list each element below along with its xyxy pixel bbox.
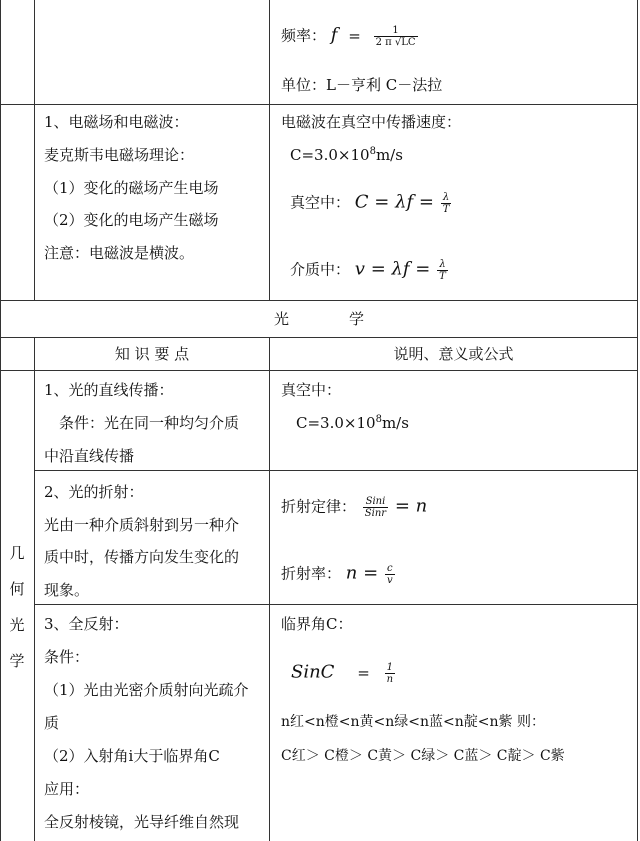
refractive-index (281, 563, 397, 586)
row-divider-3 (0, 337, 638, 338)
section-title: 光 学 (273, 310, 364, 328)
refraction-law (281, 496, 427, 519)
vacuum-expression: C = λf = (354, 191, 434, 213)
side-column-divider-lower (34, 337, 35, 841)
fraction-denominator: n (386, 674, 394, 685)
critical-angle-order: C红＞ C橙＞ C黄＞ C绿＞ C蓝＞ C靛＞ C紫 (281, 748, 565, 764)
tir-left-2: 条件： (44, 648, 90, 666)
refractive-index-label: 折射率： (281, 564, 342, 583)
middle-column-divider-lower (269, 337, 270, 841)
refractive-index-fraction (385, 563, 395, 586)
tir-left-7: 全反射棱镜，光导纤维自然现 (44, 813, 240, 831)
frequency-label: 频率： (281, 26, 327, 45)
side-column-divider (34, 0, 35, 300)
fraction-numerator: c (385, 563, 395, 575)
fraction-denominator: Sinr (364, 508, 387, 519)
fraction-numerator: λ (441, 192, 452, 204)
tir-left-3: （1）光由光密介质射向光疏介 (44, 681, 249, 699)
em-left-line-1: 1、电磁场和电磁波： (44, 113, 189, 131)
tir-left-1: 3、全反射： (44, 615, 129, 633)
fraction-numerator: 1 (385, 662, 395, 674)
speed-exponent: 8 (369, 146, 376, 157)
speed-exponent: 8 (375, 414, 382, 425)
row-divider-4 (0, 370, 638, 371)
line-vacuum-label: 真空中： (281, 381, 342, 399)
table-border-right (637, 0, 638, 841)
tir-left-4: 质 (44, 714, 60, 732)
equals-sign: = (348, 26, 361, 45)
side-label-char-3: 光 (9, 616, 25, 634)
unit-line: 单位：L－亨利 C－法拉 (281, 76, 443, 94)
fraction-numerator: 1 (374, 25, 418, 37)
table-border-left (0, 0, 1, 841)
side-label-char-1: 几 (9, 544, 25, 562)
em-left-line-2: 麦克斯韦电磁场理论： (44, 146, 195, 164)
frequency-formula (281, 25, 420, 48)
row-divider-2 (0, 300, 638, 301)
row-divider-1 (0, 104, 638, 105)
header-explanation: 说明、意义或公式 (393, 345, 514, 363)
speed-base: C=3.0×10 (296, 414, 376, 432)
row-divider-5 (34, 470, 638, 471)
refr-left-2: 光由一种介质斜射到另一种介 (44, 516, 240, 534)
critical-angle-label: 临界角C： (281, 615, 353, 633)
row-divider-6 (34, 604, 638, 605)
em-speed-value (290, 145, 403, 165)
vacuum-fraction (441, 192, 452, 215)
vacuum-label: 真空中： (290, 193, 351, 212)
fraction-denominator: T (439, 271, 446, 282)
line-left-2: 条件：光在同一种均匀介质 (44, 414, 240, 432)
speed-unit: m/s (381, 414, 409, 432)
em-left-line-5: 注意：电磁波是横波。 (44, 244, 195, 262)
fraction-numerator: Sini (363, 496, 388, 508)
fraction-numerator: λ (437, 259, 448, 271)
fraction-denominator: 2 π √LC (375, 37, 416, 48)
side-label-char-4: 学 (9, 652, 25, 670)
speed-unit: m/s (375, 146, 403, 164)
tir-left-5: （2）入射角i大于临界角C (44, 747, 220, 765)
tir-left-6: 应用： (44, 780, 90, 798)
header-knowledge-points: 知 识 要 点 (114, 345, 190, 363)
refraction-fraction (363, 496, 388, 519)
critical-angle-fraction (385, 662, 395, 685)
refr-left-4: 现象。 (44, 581, 90, 599)
refractive-index-lhs: n = (345, 562, 379, 584)
fraction-denominator: v (386, 575, 393, 586)
middle-column-divider (269, 0, 270, 300)
vacuum-formula (290, 192, 453, 215)
frequency-symbol: f (330, 24, 338, 46)
side-label-char-2: 何 (9, 580, 25, 598)
em-left-line-4: （2）变化的电场产生磁场 (44, 211, 219, 229)
line-left-1: 1、光的直线传播： (44, 381, 174, 399)
refraction-law-rhs: = n (394, 495, 428, 517)
refraction-law-label: 折射定律： (281, 497, 357, 516)
em-left-line-3: （1）变化的磁场产生电场 (44, 179, 219, 197)
fraction-denominator: T (442, 204, 450, 215)
medium-label: 介质中： (290, 260, 351, 279)
line-speed-value (296, 413, 409, 433)
em-speed-title: 电磁波在真空中传播速度： (281, 113, 462, 131)
critical-angle-lhs: SinC (291, 661, 335, 683)
frequency-fraction (374, 25, 418, 48)
refr-left-1: 2、光的折射： (44, 483, 144, 501)
critical-angle-formula (291, 662, 397, 685)
medium-formula (290, 259, 450, 282)
refractive-index-order: n红<n橙<n黄<n绿<n蓝<n靛<n紫 则： (281, 714, 545, 730)
line-left-3: 中沿直线传播 (44, 447, 135, 465)
refr-left-3: 质中时，传播方向发生变化的 (44, 548, 240, 566)
medium-expression: v = λf = (354, 258, 431, 280)
speed-base: C=3.0×10 (290, 146, 370, 164)
medium-fraction (437, 259, 448, 282)
equals-sign: = (357, 663, 370, 682)
